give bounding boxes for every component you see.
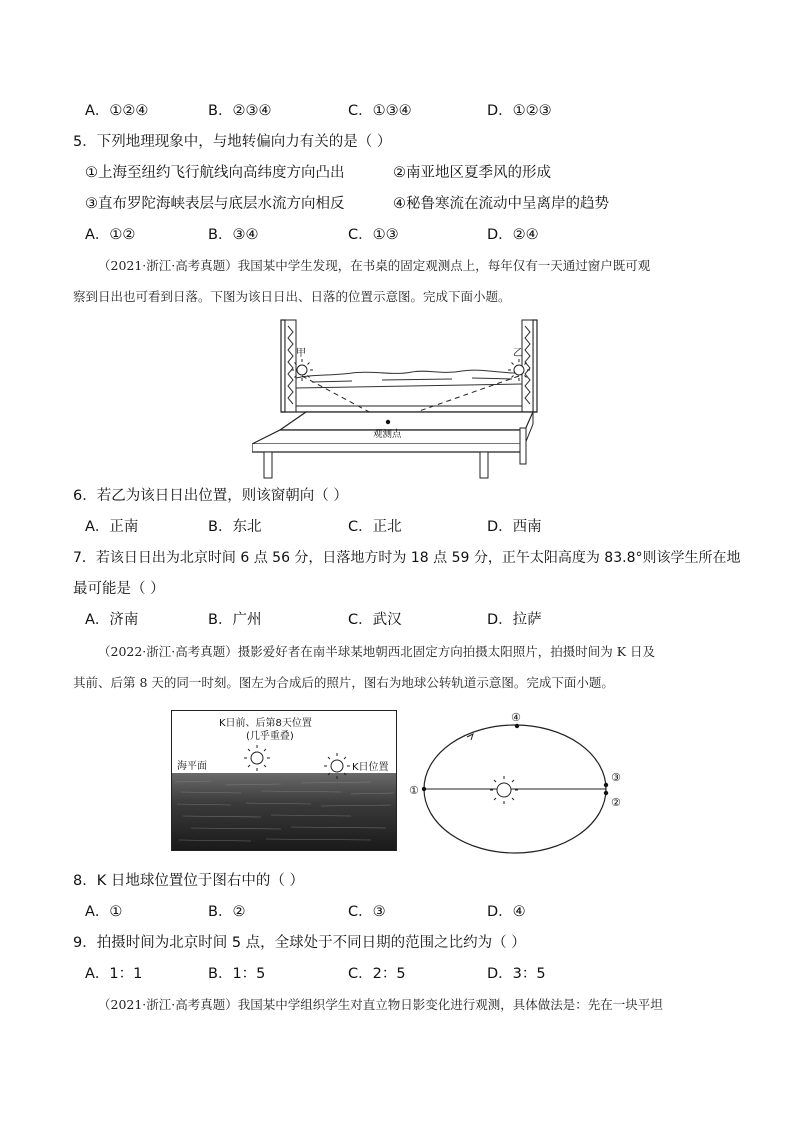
- q9-option-b: B．1：5: [208, 966, 266, 982]
- q5-option-c: C．①③: [348, 227, 399, 243]
- q6-option-a: A．正南: [85, 519, 139, 535]
- earth-orbit-figure: [405, 708, 630, 858]
- q8-option-a: A．①: [85, 904, 123, 920]
- q5-item-1: ①上海至纽约飞行航线向高纬度方向凸出: [85, 165, 345, 181]
- intro-2022-line-2: 其前、后第 8 天的同一时刻。图左为合成后的照片，图右为地球公转轨道示意图。完成下面小题。: [73, 675, 614, 690]
- q5-item-4: ④秘鲁寒流在流动中呈离岸的趋势: [393, 196, 609, 212]
- intro-2022-line-1: （2022·浙江·高考真题）摄影爱好者在南半球某地朝西北固定方向拍摄太阳照片，拍摄时间为 K 日及: [98, 644, 656, 659]
- sunrise-sunset-figure: [252, 318, 547, 480]
- window-desk-diagram: [252, 318, 547, 480]
- q4-option-b: B．②③④: [208, 103, 272, 119]
- q9-option-c: C．2：5: [348, 966, 406, 982]
- orbit-label-1: ①: [409, 784, 419, 797]
- q9-option-a: A．1：1: [85, 966, 143, 982]
- q5-item-3: ③直布罗陀海峡表层与底层水流方向相反: [85, 196, 345, 212]
- q5-item-2: ②南亚地区夏季风的形成: [393, 165, 551, 181]
- q6-stem: 6．若乙为该日日出位置，则该窗朝向（ ）: [73, 488, 348, 504]
- q8-option-b: B．②: [208, 904, 246, 920]
- q6-option-b: B．东北: [208, 519, 262, 535]
- sea-level-label: 海平面: [177, 761, 207, 772]
- q7-stem-line-1: 7．若该日日出为北京时间 6 点 56 分，日落地方时为 18 点 59 分，正午太阳高度为 83.8°则该学生所在地: [73, 550, 741, 566]
- q5-stem: 5．下列地理现象中，与地转偏向力有关的是（ ）: [73, 134, 392, 150]
- q9-option-d: D．3：5: [487, 966, 546, 982]
- q8-option-c: C．③: [348, 904, 386, 920]
- q6-option-c: C．正北: [348, 519, 402, 535]
- q5-option-a: A．①②: [85, 227, 136, 243]
- intro-2021-line-1: （2021·浙江·高考真题）我国某中学生发现，在书桌的固定观测点上，每年仅有一天通过窗户既可观: [98, 258, 651, 273]
- q4-option-a: A．①②④: [85, 103, 149, 119]
- photo-label-line-2: (几乎重叠): [246, 731, 294, 742]
- q7-option-c: C．武汉: [348, 612, 402, 628]
- k-day-label: K日位置: [352, 762, 389, 773]
- orbit-point-2: [604, 791, 608, 795]
- orbit-point-3: [604, 783, 608, 787]
- label-jia: 甲: [296, 348, 306, 359]
- q8-option-d: D．④: [487, 904, 526, 920]
- orbit-label-2: ②: [611, 796, 621, 809]
- orbit-label-4: ④: [511, 711, 521, 724]
- orbit-diagram: [405, 708, 630, 858]
- q4-option-c: C．①③④: [348, 103, 412, 119]
- q7-option-a: A．济南: [85, 612, 139, 628]
- q7-option-b: B．广州: [208, 612, 262, 628]
- intro-2021-line-2: 察到日出也可看到日落。下图为该日日出、日落的位置示意图。完成下面小题。: [73, 289, 511, 304]
- q6-option-d: D．西南: [487, 519, 542, 535]
- q5-option-d: D．②④: [487, 227, 539, 243]
- q9-stem: 9．拍摄时间为北京时间 5 点，全球处于不同日期的范围之比约为（ ）: [73, 935, 526, 951]
- label-yi: 乙: [513, 348, 523, 359]
- orbit-point-1: [422, 787, 426, 791]
- q5-option-b: B．③④: [208, 227, 259, 243]
- q8-stem: 8．K 日地球位置位于图右中的（ ）: [73, 873, 304, 889]
- q4-option-d: D．①②③: [487, 103, 552, 119]
- q7-stem-line-2: 最可能是（ ）: [73, 581, 165, 597]
- observation-point-label: 观测点: [373, 429, 402, 440]
- sun-focus-icon: [490, 776, 518, 804]
- sun-photo: [171, 710, 397, 851]
- photo-label-line-1: K日前、后第8天位置: [219, 718, 312, 729]
- intro-2021b-line-1: （2021·浙江·高考真题）我国某中学组织学生对直立物日影变化进行观测，具体做法是：先在一块平坦: [98, 997, 663, 1012]
- q7-option-d: D．拉萨: [487, 612, 542, 628]
- observation-point: [386, 420, 390, 424]
- sun-photo-figure: [171, 710, 397, 851]
- orbit-point-4: [515, 724, 519, 728]
- orbit-label-3: ③: [611, 771, 621, 784]
